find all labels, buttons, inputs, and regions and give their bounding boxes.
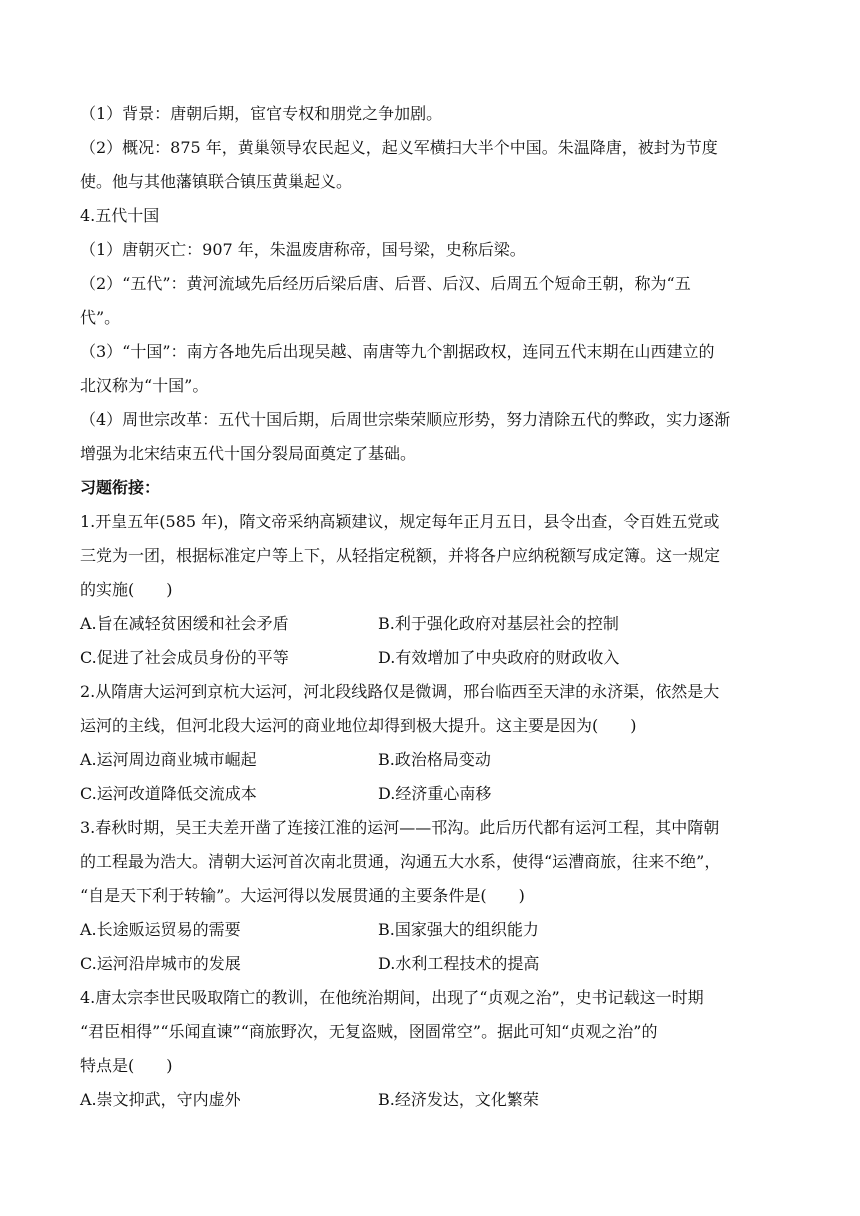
question-2-option-c[interactable]: C.运河改道降低交流成本 [80, 784, 257, 803]
question-4-line: “君臣相得”“乐闻直谏”“商旅野次，无复盗贼，囹圄常空”。据此可知“贞观之治”的 [80, 1022, 658, 1041]
question-2-options-row [80, 743, 780, 777]
question-3-line: “自是天下利于转输”。大运河得以发展贯通的主要条件是( ) [80, 886, 525, 905]
question-4-option-b[interactable]: B.经济发达，文化繁荣 [378, 1090, 539, 1109]
question-1-line: 三党为一团，根据标准定户等上下，从轻指定税额，并将各户应纳税额写成定簿。这一规定 [80, 546, 721, 565]
section4-title: 4.五代十国 [80, 206, 160, 225]
question-3-options-row [80, 947, 780, 981]
section4-p3-line2: 北汉称为“十国”。 [80, 376, 209, 395]
question-4-line: 4.唐太宗李世民吸取隋亡的教训，在他统治期间，出现了“贞观之治”，史书记载这一时期 [80, 988, 704, 1007]
question-2-option-b[interactable]: B.政治格局变动 [378, 750, 491, 769]
question-3-option-b[interactable]: B.国家强大的组织能力 [378, 920, 539, 939]
question-4-option-a[interactable]: A.崇文抑武，守内虚外 [80, 1090, 241, 1109]
question-1-options-row [80, 641, 780, 675]
question-1-line: 1.开皇五年(585 年)，隋文帝采纳高颖建议，规定每年正月五日，县令出查，令百姓五党或 [80, 512, 720, 531]
section3-overview-line1: （2）概况：875 年，黄巢领导农民起义，起义军横扫大半个中国。朱温降唐，被封为节度 [80, 138, 718, 157]
question-2-option-d[interactable]: D.经济重心南移 [378, 784, 492, 803]
question-3-options-row [80, 913, 780, 947]
section4-p4-line2: 增强为北宋结束五代十国分裂局面奠定了基础。 [80, 444, 417, 463]
question-3-option-d[interactable]: D.水利工程技术的提高 [378, 954, 540, 973]
question-2-line: 2.从隋唐大运河到京杭大运河，河北段线路仅是微调，邢台临西至天津的永济渠，依然是大 [80, 682, 720, 701]
section3-overview-line2: 使。他与其他藩镇联合镇压黄巢起义。 [80, 172, 353, 191]
question-1-line: 的实施( ) [80, 580, 173, 599]
question-2-option-a[interactable]: A.运河周边商业城市崛起 [80, 750, 257, 769]
section4-p1: （1）唐朝灭亡：907 年，朱温废唐称帝，国号梁，史称后梁。 [80, 240, 526, 259]
question-2-options-row [80, 777, 780, 811]
question-1-option-c[interactable]: C.促进了社会成员身份的平等 [80, 648, 289, 667]
section4-p4-line1: （4）周世宗改革：五代十国后期，后周世宗柴荣顺应形势，努力清除五代的弊政，实力逐渐 [80, 410, 731, 429]
question-3-option-c[interactable]: C.运河沿岸城市的发展 [80, 954, 241, 973]
question-4-options-row [80, 1083, 780, 1117]
question-3-option-a[interactable]: A.长途贩运贸易的需要 [80, 920, 241, 939]
question-2-line: 运河的主线，但河北段大运河的商业地位却得到极大提升。这主要是因为( ) [80, 716, 637, 735]
section4-p3-line1: （3）“十国”：南方各地先后出现吴越、南唐等九个割据政权，连同五代末期在山西建立的 [80, 342, 715, 361]
question-4-line: 特点是( ) [80, 1056, 173, 1075]
question-1-option-a[interactable]: A.旨在减轻贫困缓和社会矛盾 [80, 614, 289, 633]
exercise-heading: 习题衔接： [80, 478, 161, 497]
question-3-line: 的工程最为浩大。清朝大运河首次南北贯通，沟通五大水系，使得“运漕商旅，往来不绝”， [80, 852, 721, 871]
section4-p2-line1: （2）“五代”：黄河流域先后经历后梁后唐、后晋、后汉、后周五个短命王朝，称为“五 [80, 274, 691, 293]
section4-p2-line2: 代”。 [80, 308, 121, 327]
question-1-option-b[interactable]: B.利于强化政府对基层社会的控制 [378, 614, 619, 633]
section3-background: （1）背景：唐朝后期，宦官专权和朋党之争加剧。 [80, 104, 443, 123]
question-3-line: 3.春秋时期，吴王夫差开凿了连接江淮的运河——邗沟。此后历代都有运河工程，其中隋朝 [80, 818, 720, 837]
question-1-option-d[interactable]: D.有效增加了中央政府的财政收入 [378, 648, 620, 667]
question-1-options-row [80, 607, 780, 641]
